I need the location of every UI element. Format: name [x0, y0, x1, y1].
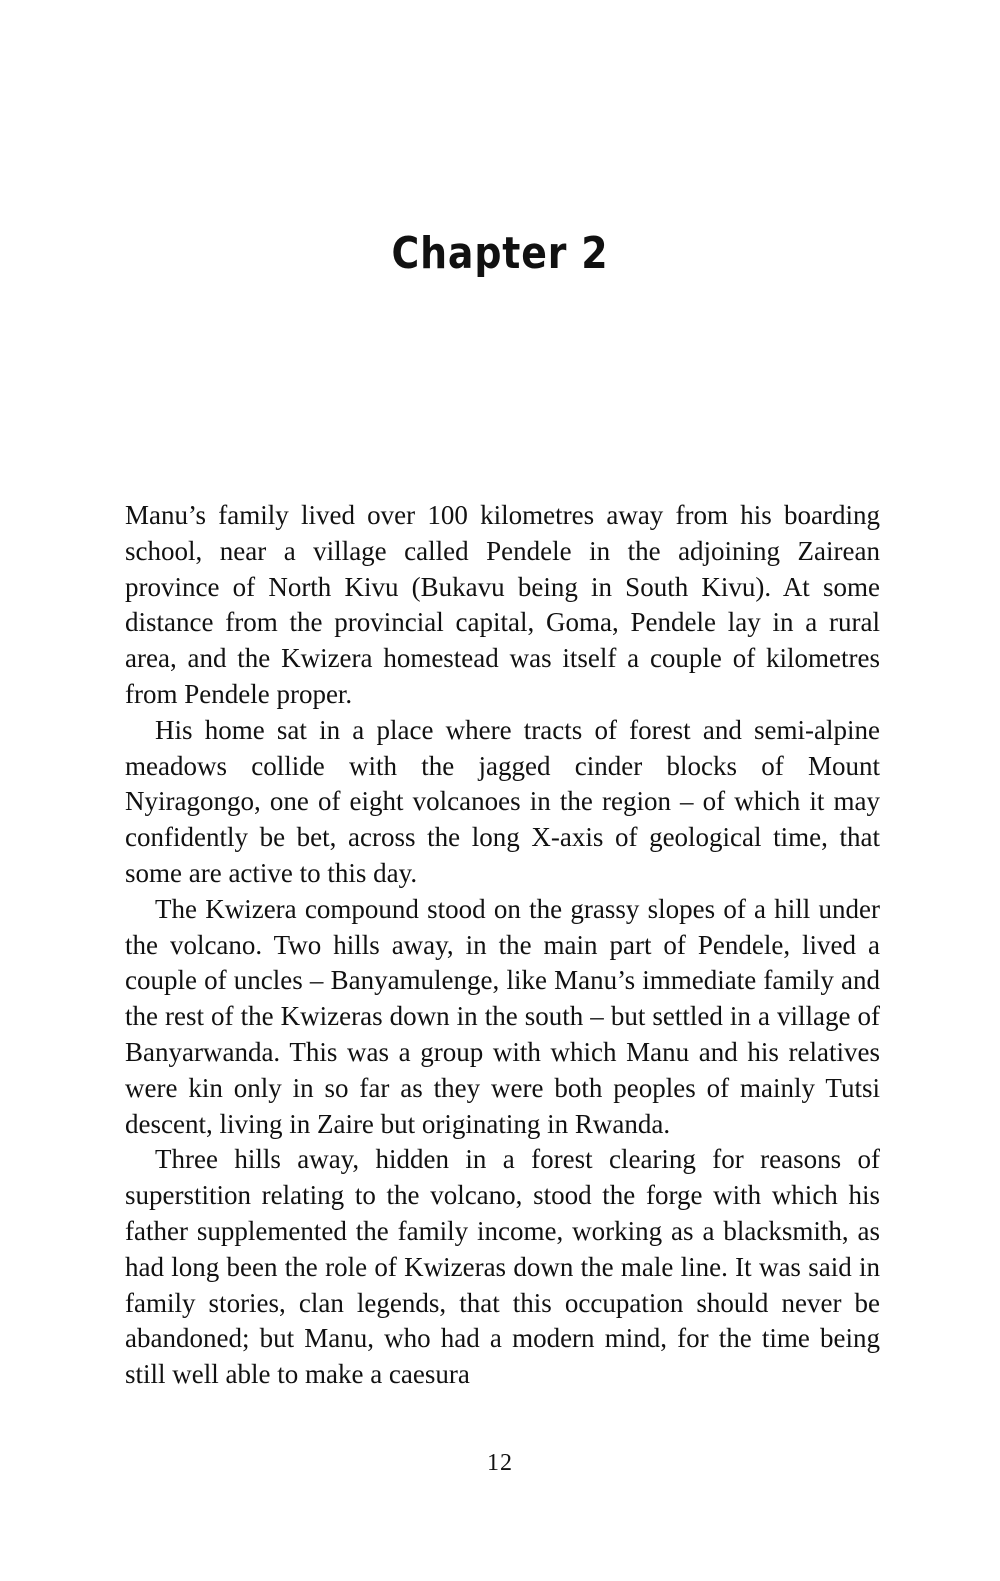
- page-number: 12: [487, 1450, 513, 1476]
- chapter-title: Chapter 2: [391, 228, 609, 279]
- paragraph: Manu’s family lived over 100 kilometres away from his boarding school, near a village called Pendele in the adjoining Zairean province of North Kivu (Bukavu being in South Kivu). At some distance from the provincial capital, Goma, Pendele lay in a rural area, and the Kwizera homestead was itself a couple of kilometres from Pendele proper.: [125, 500, 880, 709]
- chapter-body: [125, 498, 880, 1393]
- paragraph: His home sat in a place where tracts of forest and semi-alpine meadows collide with the jagged cinder blocks of Mount Nyiragongo, one of eight volcanoes in the region – of which it may confidently be bet, across the long X-axis of geological time, that some are active to this day.: [125, 714, 880, 888]
- paragraph: Three hills away, hidden in a forest clearing for reasons of superstition relating to the volcano, stood the forge with which his father supplemented the family income, working as a blacksmith, as had long been the role of Kwizeras down the male line. It was said in family stories, clan legends, that this occupation should never be abandoned; but Manu, who had a modern mind, for the time being still well able to make a caesura: [125, 1144, 880, 1390]
- paragraph: The Kwizera compound stood on the grassy slopes of a hill under the volcano. Two hills away, in the main part of Pendele, lived a couple of uncles – Banyamulenge, like Manu’s immediate family and the rest of the Kwizeras down in the south – but settled in a village of Banyarwanda. This was a group with which Manu and his relatives were kin only in so far as they were both peoples of mainly Tutsi descent, living in Zaire but originating in Rwanda.: [125, 893, 880, 1139]
